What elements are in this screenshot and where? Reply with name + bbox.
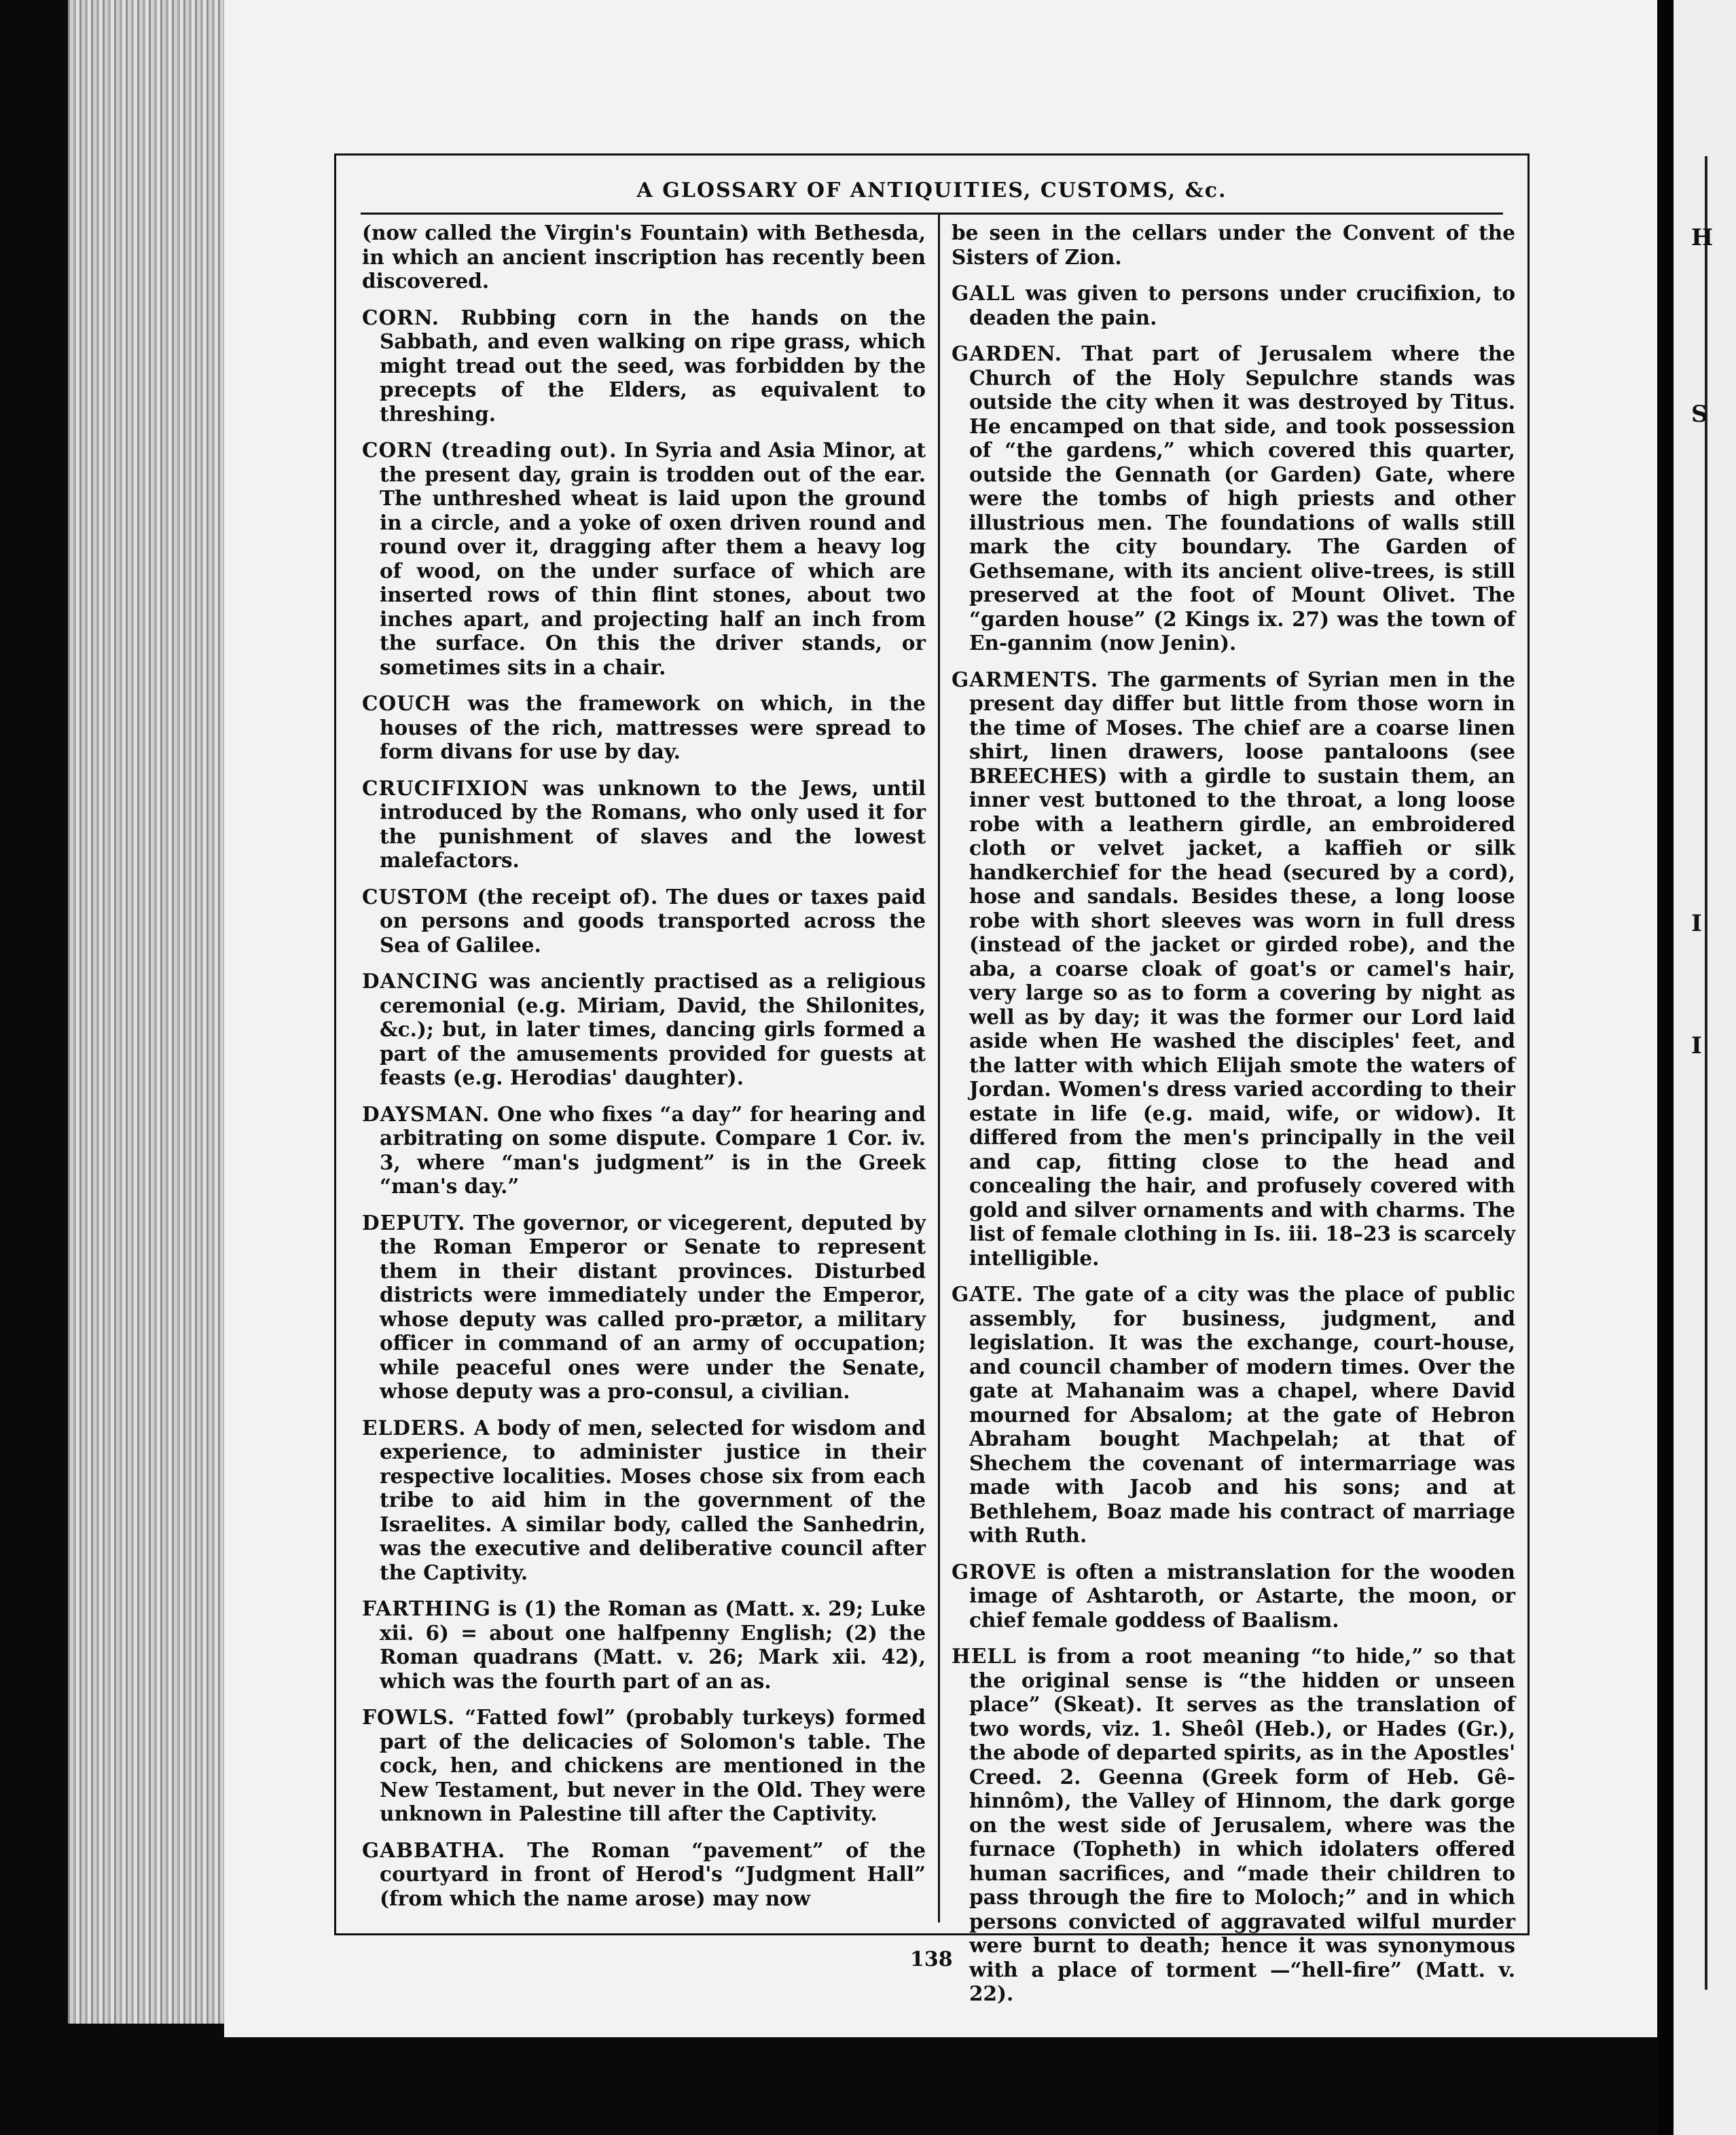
glossary-entry	[952, 1644, 1515, 2006]
entry-definition: A body of men, selected for wisdom and experience, to administer justice in their respective localities. Moses chose six from each tribe to aid him in the government of the Israelites. A similar body, called the Sanhedrin, was the executive and deliberative council after the Captivity.	[380, 1415, 926, 1584]
entry-definition: One who fixes “a day” for hearing and arbitrating on some dispute. Compare 1 Cor. iv. 3, where “man's judgment” is in the Greek “man's day.”	[380, 1101, 926, 1198]
bottom-shadow	[224, 2037, 1657, 2135]
entry-term: GALL	[952, 281, 1015, 305]
entry-definition: The garments of Syrian men in the present day differ but little from those worn in the time of Moses. The chief are a coarse linen shirt, linen drawers, loose pantaloons (see BREECHES) with a girdle to sustain them, an inner vest buttoned to the throat, a long loose robe with a leathern girdle, an embroidered cloth or velvet jacket, a kaffieh or silk handkerchief for the head (secured by a cord), hose and sandals. Besides these, a long loose robe with short sleeves was worn in full dress (instead of the jacket or girded robe), and the aba, a coarse cloak of goat's or camel's hair, very large so as to form a covering by night as well as by day; it was the former our Lord laid aside when He washed the disciples' feet, and the latter with which Elijah smote the waters of Jordan. Women's dress varied according to their estate in life (e.g. maid, wife, or widow). It differed from the men's principally in the veil and cap, fitting close to the head and concealing the hair, and profusely covered with gold and silver ornaments and with charms. The list of female clothing in Is. iii. 18–23 is scarcely intelligible.	[969, 667, 1515, 1270]
next-page-fragment: I	[1691, 910, 1702, 937]
glossary-entry	[952, 668, 1515, 1271]
entry-term: CORN (treading out).	[362, 438, 617, 462]
entry-term: FARTHING	[362, 1596, 491, 1620]
entry-definition: The Roman “pavement” of the courtyard in front of Herod's “Judgment Hall” (from which the name arose) may now	[380, 1838, 926, 1910]
entry-term: GARDEN.	[952, 342, 1063, 365]
entry-term: DAYSMAN.	[362, 1101, 490, 1126]
next-page-fragment: S	[1691, 401, 1708, 428]
next-page-fragment: H	[1691, 224, 1714, 251]
entry-definition: was anciently practised as a religious ceremonial (e.g. Miriam, David, the Shilonites, &c.); but, in later times, dancing girls formed a part of the amusements provided for guests at feasts (e.g. Herodias' daughter).	[380, 969, 926, 1089]
glossary-entry	[362, 885, 926, 957]
glossary-entry	[362, 1211, 926, 1404]
entry-term: GATE.	[952, 1282, 1024, 1306]
next-page-fragment: I	[1691, 1032, 1702, 1059]
glossary-entry	[362, 1416, 926, 1585]
entry-definition: was unknown to the Jews, until introduced by the Romans, who only used it for the punishment of slaves and the lowest malefactors.	[380, 775, 926, 872]
glossary-entry	[362, 438, 926, 679]
page-number: 138	[910, 1948, 953, 1971]
entry-term: CORN.	[362, 305, 440, 329]
entry-term: CRUCIFIXION	[362, 775, 530, 800]
glossary-entry	[362, 1838, 926, 1911]
entry-term: CUSTOM	[362, 884, 469, 909]
entry-term: FOWLS.	[362, 1705, 456, 1729]
entry-definition: was the framework on which, in the houses of the rich, mattresses were spread to form divans for use by day.	[380, 691, 926, 763]
next-page-rule	[1705, 156, 1707, 1990]
entry-term: GROVE	[952, 1559, 1037, 1584]
entry-term: DANCING	[362, 969, 479, 993]
glossary-entry	[362, 776, 926, 873]
column-separator	[938, 214, 940, 1922]
entry-definition: The governor, or vicegerent, deputed by the Roman Emperor or Senate to represent them in their distant provinces. Disturbed districts were immediately under the Emperor, whose deputy was called pro-prætor, a military officer in command of an army of occupation; while peaceful ones were under the Senate, whose deputy was a pro-consul, a civilian.	[380, 1210, 926, 1403]
entry-term: COUCH	[362, 691, 452, 715]
entry-term: GARMENTS.	[952, 667, 1099, 691]
entry-definition: was given to persons under crucifixion, to deaden the pain.	[969, 281, 1515, 329]
page-edges	[68, 0, 224, 2024]
entry-definition: is from a root meaning “to hide,” so that the original sense is “the hidden or unseen place” (Skeat). It serves as the translation of two words, viz. 1. Sheôl (Heb.), or Hades (Gr.), the abode of departed spirits, as in the Apostles' Creed. 2. Geenna (Greek form of Heb. Gê-hinnôm), the Valley of Hinnom, the dark gorge on the west side of Jerusalem, where was the furnace (Topheth) in which idolaters offered human sacrifices, and “made their children to pass through the fire to Moloch;” and in which persons convicted of aggravated wilful murder were burnt to death; hence it was synonymous with a place of torment —“hell-fire” (Matt. v. 22).	[969, 1644, 1515, 2005]
right-column	[952, 221, 1515, 2018]
entry-definition: In Syria and Asia Minor, at the present day, grain is trodden out of the ear. The unthreshed wheat is laid upon the ground in a circle, and a yoke of oxen driven round and round over it, dragging after them a heavy log of wood, on the under surface of which are inserted rows of thin flint stones, about two inches apart, and projecting half an inch from the surface. On this the driver stands, or sometimes sits in a chair.	[380, 438, 926, 679]
entry-definition: (now called the Virgin's Fountain) with Bethesda, in which an ancient inscription has recently been discovered.	[362, 221, 926, 293]
entry-definition: (the receipt of). The dues or taxes paid on persons and goods transported across the Sea of Galilee.	[380, 884, 926, 957]
entry-definition: That part of Jerusalem where the Church of the Holy Sepulchre stands was outside the city when it was destroyed by Titus. He encamped on that side, and took possession of “the gardens,” which covered this quarter, outside the Gennath (or Garden) Gate, where were the tombs of high priests and other illustrious men. The foundations of walls still mark the city boundary. The Garden of Gethsemane, with its ancient olive-trees, is still preserved at the foot of Mount Olivet. The “garden house” (2 Kings ix. 27) was the town of En-gannim (now Jenin).	[969, 342, 1515, 655]
entry-definition: Rubbing corn in the hands on the Sabbath, and even walking on ripe grass, which might tread out the seed, was forbidden by the precepts of the Elders, as equivalent to threshing.	[380, 305, 926, 426]
gutter	[1657, 0, 1674, 2135]
entry-term: GABBATHA.	[362, 1838, 506, 1862]
glossary-entry	[952, 221, 1515, 269]
glossary-entry	[952, 281, 1515, 329]
glossary-entry	[362, 306, 926, 426]
entry-term: DEPUTY.	[362, 1210, 466, 1235]
entry-term: ELDERS.	[362, 1415, 467, 1440]
page-title: A GLOSSARY OF ANTIQUITIES, CUSTOMS, &c.	[636, 179, 1227, 202]
title-rule	[361, 213, 1503, 215]
glossary-entry	[362, 969, 926, 1090]
entry-definition: is (1) the Roman as (Matt. x. 29; Luke xii. 6) = about one halfpenny English; (2) the Roman quadrans (Matt. v. 26; Mark xii. 42), which was the fourth part of an as.	[380, 1596, 926, 1693]
glossary-entry	[362, 691, 926, 764]
glossary-entry	[362, 1596, 926, 1693]
entry-definition: “Fatted fowl” (probably turkeys) formed part of the delicacies of Solomon's table. The cock, hen, and chickens are mentioned in the New Testament, but never in the Old. They were unknown in Palestine till after the Captivity.	[380, 1705, 926, 1825]
entry-term: HELL	[952, 1644, 1017, 1668]
left-column	[362, 221, 926, 1922]
glossary-entry	[362, 1102, 926, 1199]
entry-definition: be seen in the cellars under the Convent of the Sisters of Zion.	[952, 221, 1515, 269]
glossary-entry	[952, 1282, 1515, 1548]
entry-definition: is often a mistranslation for the wooden image of Ashtaroth, or Astarte, the moon, or chief female goddess of Baalism.	[969, 1559, 1516, 1632]
glossary-entry	[952, 1560, 1515, 1632]
glossary-entry	[362, 1705, 926, 1826]
entry-definition: The gate of a city was the place of public assembly, for business, judgment, and legislation. It was the exchange, court-house, and council chamber of modern times. Over the gate at Mahanaim was a chapel, where David mourned for Absalom; at the gate of Hebron Abraham bought Machpelah; at that of Shechem the covenant of intermarriage was made with Jacob and his sons; and at Bethlehem, Boaz made his contract of marriage with Ruth.	[969, 1282, 1515, 1547]
glossary-entry	[952, 342, 1515, 655]
glossary-entry	[362, 221, 926, 293]
